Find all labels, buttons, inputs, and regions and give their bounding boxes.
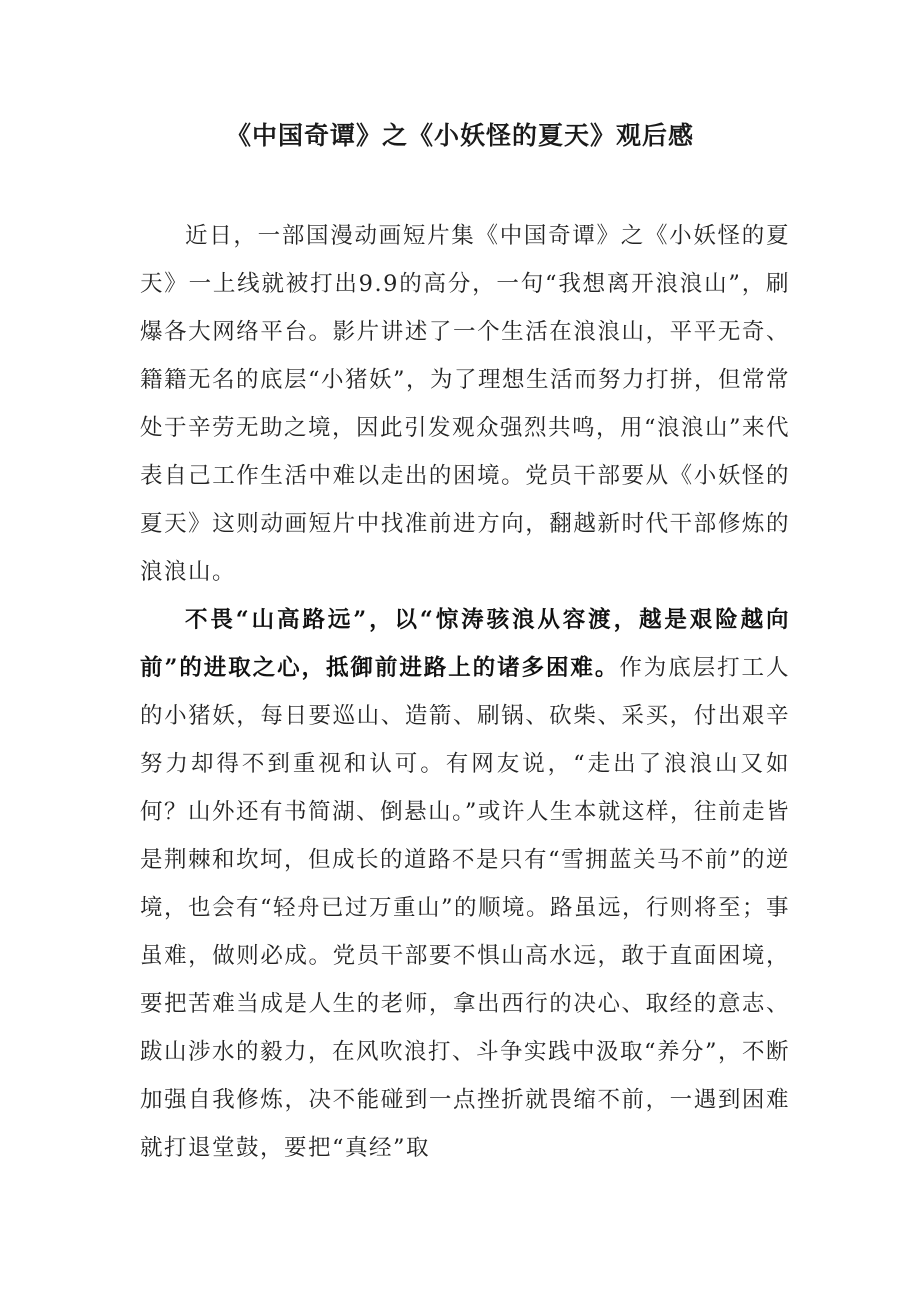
paragraph-mountain	[140, 596, 790, 1172]
paragraph-lead-bold: 不畏“山高路远”，以“惊涛骇浪从容渡，越是艰险越向前”的进取之心，抵御前进路上的诸多困难。	[140, 607, 790, 681]
document-body	[140, 212, 790, 1172]
paragraph-text: 近日，一部国漫动画短片集《中国奇谭》之《小妖怪的夏天》一上线就被打出9.9的高分，一句“我想离开浪浪山”，刷爆各大网络平台。影片讲述了一个生活在浪浪山，平平无奇、籍籍无名的底层“小猪妖”，为了理想生活而努力打拼，但常常处于辛劳无助之境，因此引发观众强烈共鸣，用“浪浪山”来代表自己工作生活中难以走出的困境。党员干部要从《小妖怪的夏天》这则动画短片中找准前进方向，翻越新时代干部修炼的浪浪山。	[140, 223, 791, 585]
paragraph-text: 作为底层打工人的小猪妖，每日要巡山、造箭、刷锅、砍柴、采买，付出艰辛努力却得不到重视和认可。有网友说，“走出了浪浪山又如何？山外还有书简湖、倒悬山。”或许人生本就这样，往前走皆是荆棘和坎坷，但成长的道路不是只有“雪拥蓝关马不前”的逆境，也会有“轻舟已过万重山”的顺境。路虽远，行则将至；事虽难，做则必成。党员干部要不惧山高水远，敢于直面困境，要把苦难当成是人生的老师，拿出西行的决心、取经的意志、跋山涉水的毅力，在风吹浪打、斗争实践中汲取“养分”，不断加强自我修炼，决不能碰到一点挫折就畏缩不前，一遇到困难就打退堂鼓，要把“真经”取	[140, 655, 791, 1161]
paragraph-intro	[140, 212, 790, 596]
document-title: 《中国奇谭》之《小妖怪的夏天》观后感	[225, 121, 694, 150]
